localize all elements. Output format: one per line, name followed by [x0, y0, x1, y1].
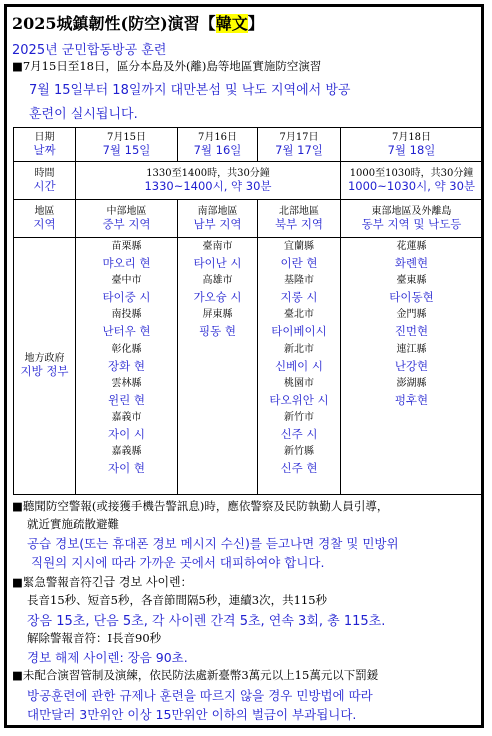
gov-name-ko: 타이베이시 [271, 324, 327, 339]
gov-cell-central [76, 238, 178, 495]
release-ko-line: 경보 해제 사이렌: 장음 90초. [27, 650, 188, 665]
gov-name-ko: 타이난 시 [193, 256, 242, 271]
title-language-highlight: 韓文 [215, 14, 248, 33]
gov-name-zh: 新竹縣 [284, 446, 314, 458]
gov-name-zh: 連江縣 [396, 343, 427, 355]
label-zh: 日期 [34, 131, 55, 143]
date-zh: 7月16日 [197, 131, 238, 143]
gov-name-ko: 윈린 현 [108, 392, 145, 407]
government-row-label [14, 238, 76, 495]
area-row-label [14, 200, 76, 238]
gov-name-zh: 桃園市 [284, 377, 314, 389]
gov-name-ko: 신주 현 [280, 461, 318, 476]
gov-list [76, 238, 177, 477]
label-ko: 지방 정부 [20, 364, 69, 379]
gov-name-ko: 먀오리 현 [102, 256, 151, 271]
intro-ko-line1: 7월 15일부터 18일까지 대만본섬 및 낙도 지역에서 방공 [29, 83, 351, 98]
penalty-ko-line2: 대만달러 3만위안 이상 15만위안 이하의 벌금이 부과됩니다. [27, 707, 357, 722]
gov-list [341, 238, 482, 409]
area-row [14, 200, 483, 238]
label-ko: 날짜 [33, 142, 56, 157]
gov-name-zh: 嘉義縣 [111, 446, 142, 458]
time-zh: 1330至1400時，共30分鐘 [146, 167, 270, 179]
gov-name-ko: 자이 현 [108, 461, 145, 476]
area-cell [258, 200, 341, 238]
siren-ko-line: 장음 15초, 단음 5초, 각 사이렌 간격 5초, 연속 3회, 총 115초. [27, 614, 386, 629]
gov-name-ko: 신주 시 [280, 427, 318, 442]
area-ko: 동부 지역 및 낙도등 [361, 216, 462, 231]
gov-name-ko: 화롄현 [394, 256, 429, 271]
siren-heading-colon: ： [180, 575, 193, 589]
area-zh: 中部地區 [106, 205, 147, 217]
gov-name-ko: 난강현 [394, 358, 429, 373]
gov-name-ko: 난터우 현 [102, 324, 151, 339]
gov-name-ko: 타오위안 시 [269, 392, 329, 407]
label-zh: 時間 [34, 167, 55, 179]
area-zh: 北部地區 [279, 205, 319, 217]
siren-heading-ko: 긴급 경보 사이렌 [91, 575, 181, 589]
gov-name-zh: 彰化縣 [111, 343, 142, 355]
label-zh: 地區 [34, 205, 55, 217]
date-zh: 7月18日 [391, 131, 432, 143]
time-row [14, 162, 483, 200]
date-row-label [14, 128, 76, 162]
area-cell [76, 200, 178, 238]
time-ko: 1330~1400시, 약 30분 [144, 178, 272, 193]
gov-name-ko: 타이중 시 [102, 290, 151, 305]
alert-ko-line2: 직원의 지시에 따라 가까운 곳에서 대피하여야 합니다. [31, 555, 325, 570]
alert-zh-line2: 就近實施疏散避難 [27, 517, 119, 531]
intro-ko-line2: 훈련이 실시됩니다. [29, 107, 138, 122]
gov-name-zh: 嘉義市 [111, 411, 142, 423]
label-ko: 시간 [33, 178, 56, 193]
gov-name-ko: 타이동현 [389, 290, 434, 305]
date-ko: 7월 17일 [275, 142, 323, 157]
gov-name-zh: 屏東縣 [202, 309, 233, 321]
government-row [14, 238, 483, 495]
gov-name-ko: 핑동 현 [199, 324, 236, 339]
area-cell [341, 200, 483, 238]
gov-name-ko: 지롱 시 [280, 290, 318, 305]
gov-name-zh: 宜蘭縣 [284, 241, 314, 252]
gov-name-ko: 이란 현 [280, 256, 318, 271]
gov-name-ko: 자이 시 [108, 427, 145, 442]
gov-name-ko: 펑후현 [394, 392, 429, 407]
siren-heading [12, 573, 192, 590]
intro-zh: ■7月15日至18日，區分本島及外(離)島等地區實施防空演習 [12, 59, 322, 73]
schedule-table [13, 127, 483, 495]
gov-name-zh: 基隆市 [284, 275, 314, 287]
label-ko: 지역 [33, 216, 56, 231]
penalty-ko-line1: 방공훈련에 관한 규제나 훈련을 따르지 않을 경우 민방법에 따라 [27, 688, 373, 703]
label-zh: 地方政府 [24, 353, 65, 365]
gov-name-zh: 臺北市 [284, 309, 314, 321]
area-ko: 북부 지역 [274, 216, 324, 231]
page-title [12, 11, 264, 34]
date-zh: 7月15日 [106, 131, 147, 143]
gov-name-ko: 진먼현 [394, 324, 429, 339]
siren-heading-zh: ■緊急警報音符 [12, 575, 92, 589]
gov-name-zh: 臺東縣 [396, 275, 427, 287]
time-main-cell [76, 162, 341, 200]
area-ko: 남부 지역 [193, 216, 242, 231]
gov-cell-south [178, 238, 258, 495]
date-ko: 7월 18일 [387, 142, 436, 157]
date-cell [341, 128, 483, 162]
gov-name-ko: 신베이 시 [274, 358, 324, 373]
date-cell [178, 128, 258, 162]
gov-name-ko: 가오슝 시 [193, 290, 242, 305]
area-zh: 南部地區 [197, 205, 238, 217]
page-subtitle: 2025년 군민합동방공 훈련 [12, 43, 167, 58]
penalty-zh-line: ■未配合演習管制及演練，依民防法處新臺幣3萬元以上15萬元以下罰鍰 [12, 668, 379, 682]
time-ko: 1000~1030시, 약 30분 [347, 178, 476, 193]
date-ko: 7월 16일 [193, 142, 242, 157]
alert-ko-line1: 공습 경보(또는 휴대폰 경보 메시지 수신)를 듣고나면 경찰 및 민방위 [27, 536, 399, 551]
date-row [14, 128, 483, 162]
date-cell [76, 128, 178, 162]
gov-name-zh: 新北市 [284, 343, 314, 355]
time-outer-cell [341, 162, 483, 200]
siren-zh-line: 長音15秒、短音5秒，各音節間隔5秒，連續3次，共115秒 [27, 593, 328, 607]
gov-name-zh: 花蓮縣 [396, 241, 427, 252]
gov-list [258, 238, 340, 477]
date-cell [258, 128, 341, 162]
gov-name-zh: 雲林縣 [111, 377, 142, 389]
gov-name-zh: 苗栗縣 [111, 241, 142, 252]
gov-name-ko: 장화 현 [108, 358, 145, 373]
gov-list [178, 238, 257, 341]
gov-cell-east [341, 238, 483, 495]
gov-name-zh: 新竹市 [284, 411, 314, 423]
gov-name-zh: 高雄市 [202, 275, 233, 287]
time-zh: 1000至1030時，共30分鐘 [349, 167, 474, 179]
date-ko: 7월 15일 [102, 142, 151, 157]
title-suffix: 】 [247, 14, 264, 33]
alert-zh-line1: ■聽聞防空警報(或接獲手機告警訊息)時，應依警察及民防執勤人員引導， [12, 499, 389, 513]
gov-name-zh: 澎湖縣 [396, 377, 427, 389]
gov-name-zh: 臺南市 [202, 241, 233, 252]
time-row-label [14, 162, 76, 200]
area-ko: 중부 지역 [102, 216, 151, 231]
date-zh: 7月17日 [279, 131, 319, 143]
area-zh: 東部地區及外離島 [371, 205, 452, 217]
gov-name-zh: 臺中市 [111, 275, 142, 287]
release-zh-line: 解除警報音符：Ⅰ長音90秒 [27, 631, 162, 645]
gov-name-zh: 南投縣 [111, 309, 142, 321]
gov-name-zh: 金門縣 [396, 309, 427, 321]
notice-frame [4, 4, 484, 728]
area-cell [178, 200, 258, 238]
gov-cell-north [258, 238, 341, 495]
title-prefix: 2025城鎮韌性(防空)演習【 [12, 14, 216, 33]
